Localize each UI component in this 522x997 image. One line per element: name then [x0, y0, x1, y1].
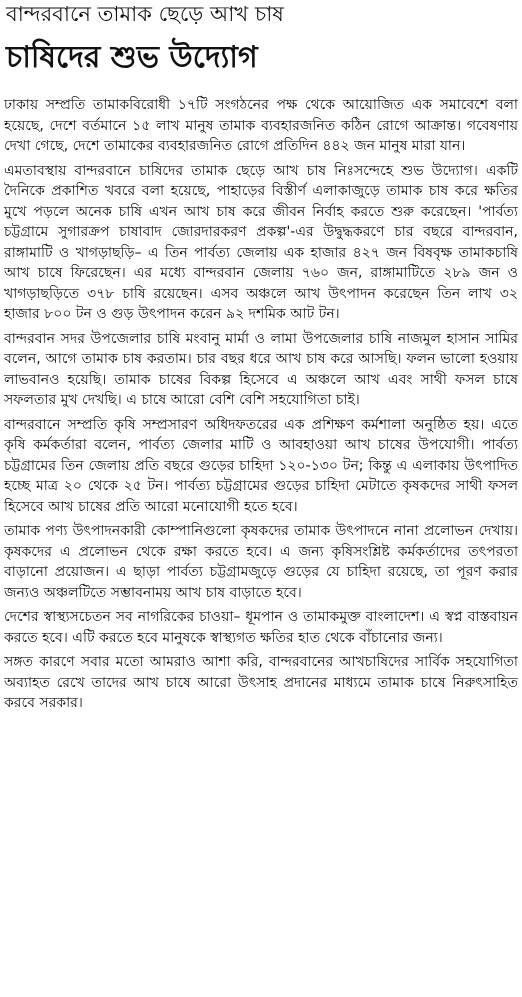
article-paragraph: বান্দরবান সদর উপজেলার চাষি মংবানু মার্মা ও লামা উপজেলার চাষি নাজমুল হাসান সামির বলেন, আগে তামাক চাষ করতাম। চার বছর ধরে আখ চাষ করে আসছি। ফলন ভালো হওয়ায় লাভবানও হয়েছি। তামাক চাষের বিকল্প হিসেবে এ অঞ্চলে আখ এবং সাথী ফসল চাষে সফলতার মুখ দেখছি। এ চাষে আরো বেশি বেশি সহযোগিতা চাই।: [4, 330, 518, 408]
article-paragraph: বান্দরবানে সম্প্রতি কৃষি সম্প্রসারণ অধিদফতরের এক প্রশিক্ষণ কর্মশালা অনুষ্ঠিত হয়। এতে কৃষি কর্মকর্তারা বলেন, পার্বত্য জেলার মাটি ও আবহাওয়া আখ চাষের উপযোগী। পার্বত্য চট্টগ্রামের তিন জেলায় প্রতি বছরে গুড়ের চাহিদা ১২০-১৩০ টন; কিন্তু এ এলাকায় উৎপাদিত হচ্ছে মাত্র ২০ থেকে ২৫ টন। পার্বত্য চট্টগ্রামের গুড়ের চাহিদা মেটাতে কৃষকদের সাথী ফসল হিসেবে আখ চাষের প্রতি আরো মনোযোগী হতে হবে।: [4, 416, 518, 515]
article-headline: চাষিদের শুভ উদ্যোগ: [6, 40, 258, 75]
article-paragraph: তামাক পণ্য উৎপাদনকারী কোম্পানিগুলো কৃষকদের তামাক উৎপাদনে নানা প্রলোভন দেখায়। কৃষকদের এ প্রলোভন থেকে রক্ষা করতে হবে। এ জন্য কৃষিসংশ্লিষ্ট কর্মকর্তাদের তৎপরতা বাড়ানো প্রয়োজন। এ ছাড়া পার্বত্য চট্টগ্রামজুড়ে গুড়ের যে চাহিদা রয়েছে, তা পূরণ করার জন্যও অঞ্চলটিতে সম্ভাবনাময় আখ চাষ বাড়াতে হবে।: [4, 523, 518, 601]
article-paragraph: সঙ্গত কারণে সবার মতো আমরাও আশা করি, বান্দরবানের আখচাষিদের সার্বিক সহযোগিতা অব্যাহত রেখে তাদের আখ চাষে আরো উৎসাহ প্রদানের মাধ্যমে তামাক চাষে নিরুৎসাহিত করবে সরকার।: [4, 654, 518, 711]
article-paragraph: দেশের স্বাস্থ্যসচেতন সব নাগরিকের চাওয়া– ধূমপান ও তামাকমুক্ত বাংলাদেশ। এ স্বপ্ন বাস্তবায়ন করতে হবে। এটি করতে হবে মানুষকে স্বাস্থ্যগত ক্ষতির হাত থেকে বাঁচানোর জন্য।: [4, 609, 518, 646]
article-paragraph: ঢাকায় সম্প্রতি তামাকবিরোধী ১৭টি সংগঠনের পক্ষ থেকে আয়োজিত এক সমাবেশে বলা হয়েছে, দেশে বর্তমানে ১৫ লাখ মানুষ তামাক ব্যবহারজনিত কঠিন রোগে আক্রান্ত। গবেষণায় দেখা গেছে, দেশে তামাকের ব্যবহারজনিত রোগে প্রতিদিন ৪৪২ জন মানুষ মারা যান।: [4, 97, 518, 154]
article-paragraph: এমতাবস্থায় বান্দরবানে চাষিদের তামাক ছেড়ে আখ চাষ নিঃসন্দেহে শুভ উদ্যোগ। একটি দৈনিকে প্রকাশিত খবরে বলা হয়েছে, পাহাড়ের বিস্তীর্ণ এলাকাজুড়ে তামাক চাষ করে ক্ষতির মুখে পড়লে অনেক চাষি এখন আখ চাষ করে জীবন নির্বাহ করতে শুরু করেছেন। 'পার্বত্য চট্টগ্রামে সুগারক্রপ চাষাবাদ জোরদারকরণ প্রকল্প'-এর উদ্বুদ্ধকরণে চার বছরে বান্দরবান, রাঙ্গামাটি ও খাগড়াছড়ি– এ তিন পার্বত্য জেলায় এক হাজার ৪২৭ জন বিষবৃক্ষ তামাকচাষি আখ চাষে ফিরেছেন। এর মধ্যে বান্দরবান জেলায় ৭৬০ জন, রাঙ্গামাটিতে ২৮৯ জন ও খাগড়াছড়িতে ৩৭৮ চাষি রয়েছেন। এসব অঞ্চলে আখ উৎপাদন করেছেন তিন লাখ ৩২ হাজার ৮০০ টন ও গুড় উৎপাদন করেন ৯২ দশমিক আট টন।: [4, 162, 518, 322]
article-body: [4, 95, 518, 993]
article-kicker: বান্দরবানে তামাক ছেড়ে আখ চাষ: [6, 2, 284, 26]
